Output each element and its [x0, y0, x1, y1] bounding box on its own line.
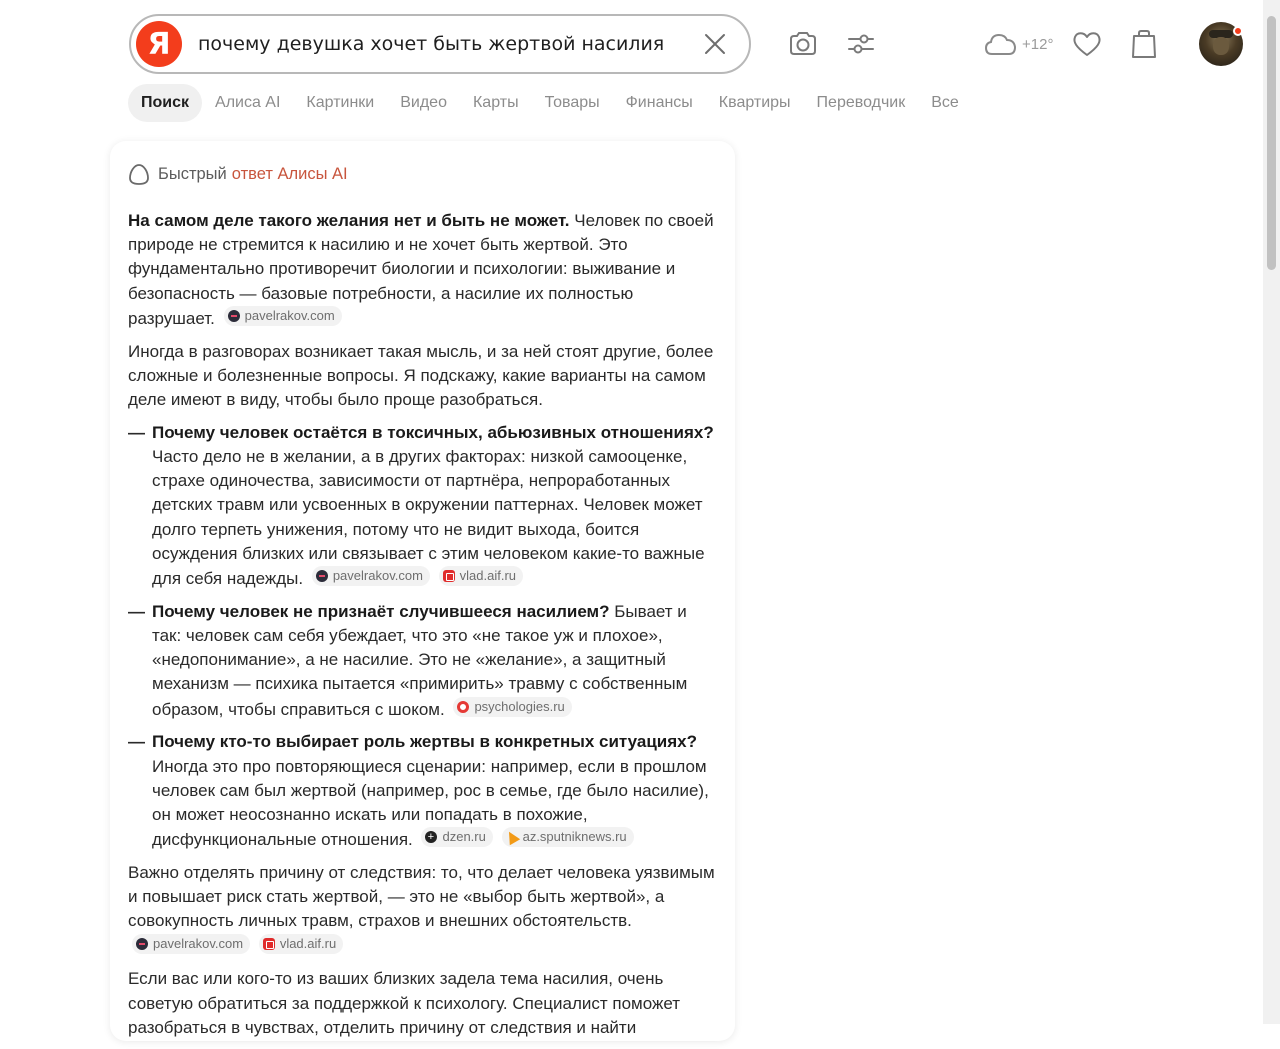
close-icon — [704, 33, 726, 55]
dzen-favicon-icon — [425, 831, 437, 843]
source-chip[interactable] — [259, 934, 343, 954]
source-chip[interactable] — [312, 566, 430, 586]
source-label: vlad.aif.ru — [459, 568, 517, 584]
answer-title-prefix: Быстрый — [158, 164, 227, 183]
answer-title-link[interactable]: ответ Алисы AI — [231, 164, 348, 183]
page-scrollbar[interactable] — [1263, 0, 1280, 1024]
answer-paragraph — [128, 209, 720, 331]
answer-lead-text: Человек по своей природе не стремится к насилию и не хочет быть жертвой. Это фундаментально противоречит биологии и психологии: выживание и безопасность — базовые потребности, а насилие их полностью разрушает. — [128, 211, 714, 328]
heart-icon — [1072, 31, 1102, 57]
tab-apartments[interactable]: Квартиры — [718, 94, 791, 111]
cart-button[interactable] — [1126, 24, 1162, 64]
source-chip[interactable] — [421, 827, 492, 847]
tab-maps[interactable]: Карты — [472, 94, 519, 111]
tab-alice-ai[interactable]: Алиса AI — [215, 94, 281, 111]
pavelrakov-favicon-icon — [136, 938, 148, 950]
sputnik-favicon-icon — [503, 829, 519, 845]
psychologies-favicon-icon — [457, 701, 469, 713]
source-chip[interactable] — [439, 566, 523, 586]
source-label: psychologies.ru — [474, 698, 565, 714]
pavelrakov-favicon-icon — [228, 310, 240, 322]
answer-header — [128, 163, 348, 185]
aif-favicon-icon — [263, 938, 275, 950]
search-input[interactable]: почему девушка хочет быть жертвой насилия — [198, 33, 665, 55]
camera-icon — [788, 31, 818, 57]
shopping-bag-icon — [1131, 29, 1157, 59]
answer-paragraph — [128, 340, 720, 413]
tab-search[interactable]: Поиск — [128, 84, 202, 122]
yandex-logo[interactable]: Я — [136, 21, 182, 67]
bullet-dash: — — [128, 732, 145, 752]
source-label: az.sputniknews.ru — [522, 829, 627, 845]
alice-answer-card — [110, 141, 735, 1041]
answer-bullet — [128, 421, 720, 591]
source-label: dzen.ru — [442, 829, 486, 845]
weather-widget[interactable] — [984, 26, 1053, 62]
answer-paragraph — [128, 861, 720, 959]
alice-icon — [128, 163, 150, 185]
tab-products[interactable]: Товары — [544, 94, 600, 111]
source-chip[interactable] — [224, 306, 342, 326]
bullet-title: Почему человек остаётся в токсичных, абьюзивных отношениях? — [152, 422, 714, 442]
search-settings-button[interactable] — [841, 24, 881, 64]
answer-text: Важно отделять причину от следствия: то, что делает человека уязвимым и повышает риск стать жертвой, — это не «выбор быть жертвой», а совокупность личных травм, страхов и внешних обстоятельств. — [128, 863, 715, 931]
source-label: pavelrakov.com — [332, 568, 423, 584]
search-tabs — [128, 84, 972, 122]
search-box[interactable] — [129, 14, 751, 74]
image-search-button[interactable] — [783, 24, 823, 64]
bullet-dash: — — [128, 422, 145, 442]
answer-paragraph — [128, 967, 720, 1040]
source-label: vlad.aif.ru — [279, 935, 337, 951]
source-chip[interactable] — [132, 934, 250, 954]
clear-search-button[interactable] — [695, 24, 735, 64]
bullet-text: Иногда это про повторяющиеся сценарии: например, если в прошлом человек сам был жертвой (например, рос в семье, где было насилие), он может неосознанно искать или попадать в похожие, дисфункциональные отношения. — [152, 756, 709, 850]
answer-content — [128, 209, 720, 1049]
sliders-icon — [846, 31, 876, 57]
bullet-text: Бывает и так: человек сам себя убеждает, что это «не такое уж и плохое», «недопонимание», а не насилие. Это не «желание», а защитный механизм — психика пытается «примирить» травму с собственным образом, чтобы справиться с шоком. — [152, 601, 688, 719]
answer-lead-bold: На самом деле такого желания нет и быть не может. — [128, 211, 570, 230]
weather-temperature: +12° — [1022, 35, 1054, 53]
tab-translator[interactable]: Переводчик — [816, 94, 906, 111]
aif-favicon-icon — [443, 570, 455, 582]
pavelrakov-favicon-icon — [316, 570, 328, 582]
answer-bullet — [128, 730, 720, 852]
tab-finance[interactable]: Финансы — [625, 94, 693, 111]
source-chip[interactable] — [502, 827, 634, 847]
scrollbar-thumb[interactable] — [1267, 16, 1276, 270]
avatar-face — [1213, 37, 1229, 55]
bullet-title: Почему кто-то выбирает роль жертвы в конкретных ситуациях? — [152, 732, 698, 752]
favorites-button[interactable] — [1068, 24, 1106, 64]
tab-images[interactable]: Картинки — [306, 94, 375, 111]
answer-text: Если вас или кого-то из ваших близких задела тема насилия, очень советую обратиться за поддержкой к психологу. Специалист поможет разобраться в чувствах, отделить причину от следствия и найти — [128, 969, 681, 1037]
bullet-text: Часто дело не в желании, а в других факторах: низкой самооценке, страхе одиночества, зависимости от партнёра, непроработанных детских травм или усвоенных в окружении паттернах. Человек может долго терпеть унижения, потому что не видит выхода, боится осуждения близких или связывает с этим человеком какие-то важные для себя надежды. — [152, 447, 705, 589]
bullet-dash: — — [128, 601, 145, 621]
source-label: pavelrakov.com — [153, 935, 244, 951]
source-label: pavelrakov.com — [244, 307, 335, 323]
cloud-icon — [984, 31, 1018, 57]
answer-text: Иногда в разговорах возникает такая мысль, и за ней стоят другие, более сложные и болезненные вопросы. Я подскажу, какие варианты на самом деле имеют в виду, чтобы было проще разобраться. — [128, 341, 714, 410]
source-chip[interactable] — [453, 697, 571, 717]
tab-all[interactable]: Все — [931, 94, 959, 111]
tab-video[interactable]: Видео — [400, 94, 447, 111]
bullet-title: Почему человек не признаёт случившееся насилием? — [152, 601, 610, 621]
notification-badge — [1233, 26, 1243, 36]
answer-bullet — [128, 600, 720, 722]
